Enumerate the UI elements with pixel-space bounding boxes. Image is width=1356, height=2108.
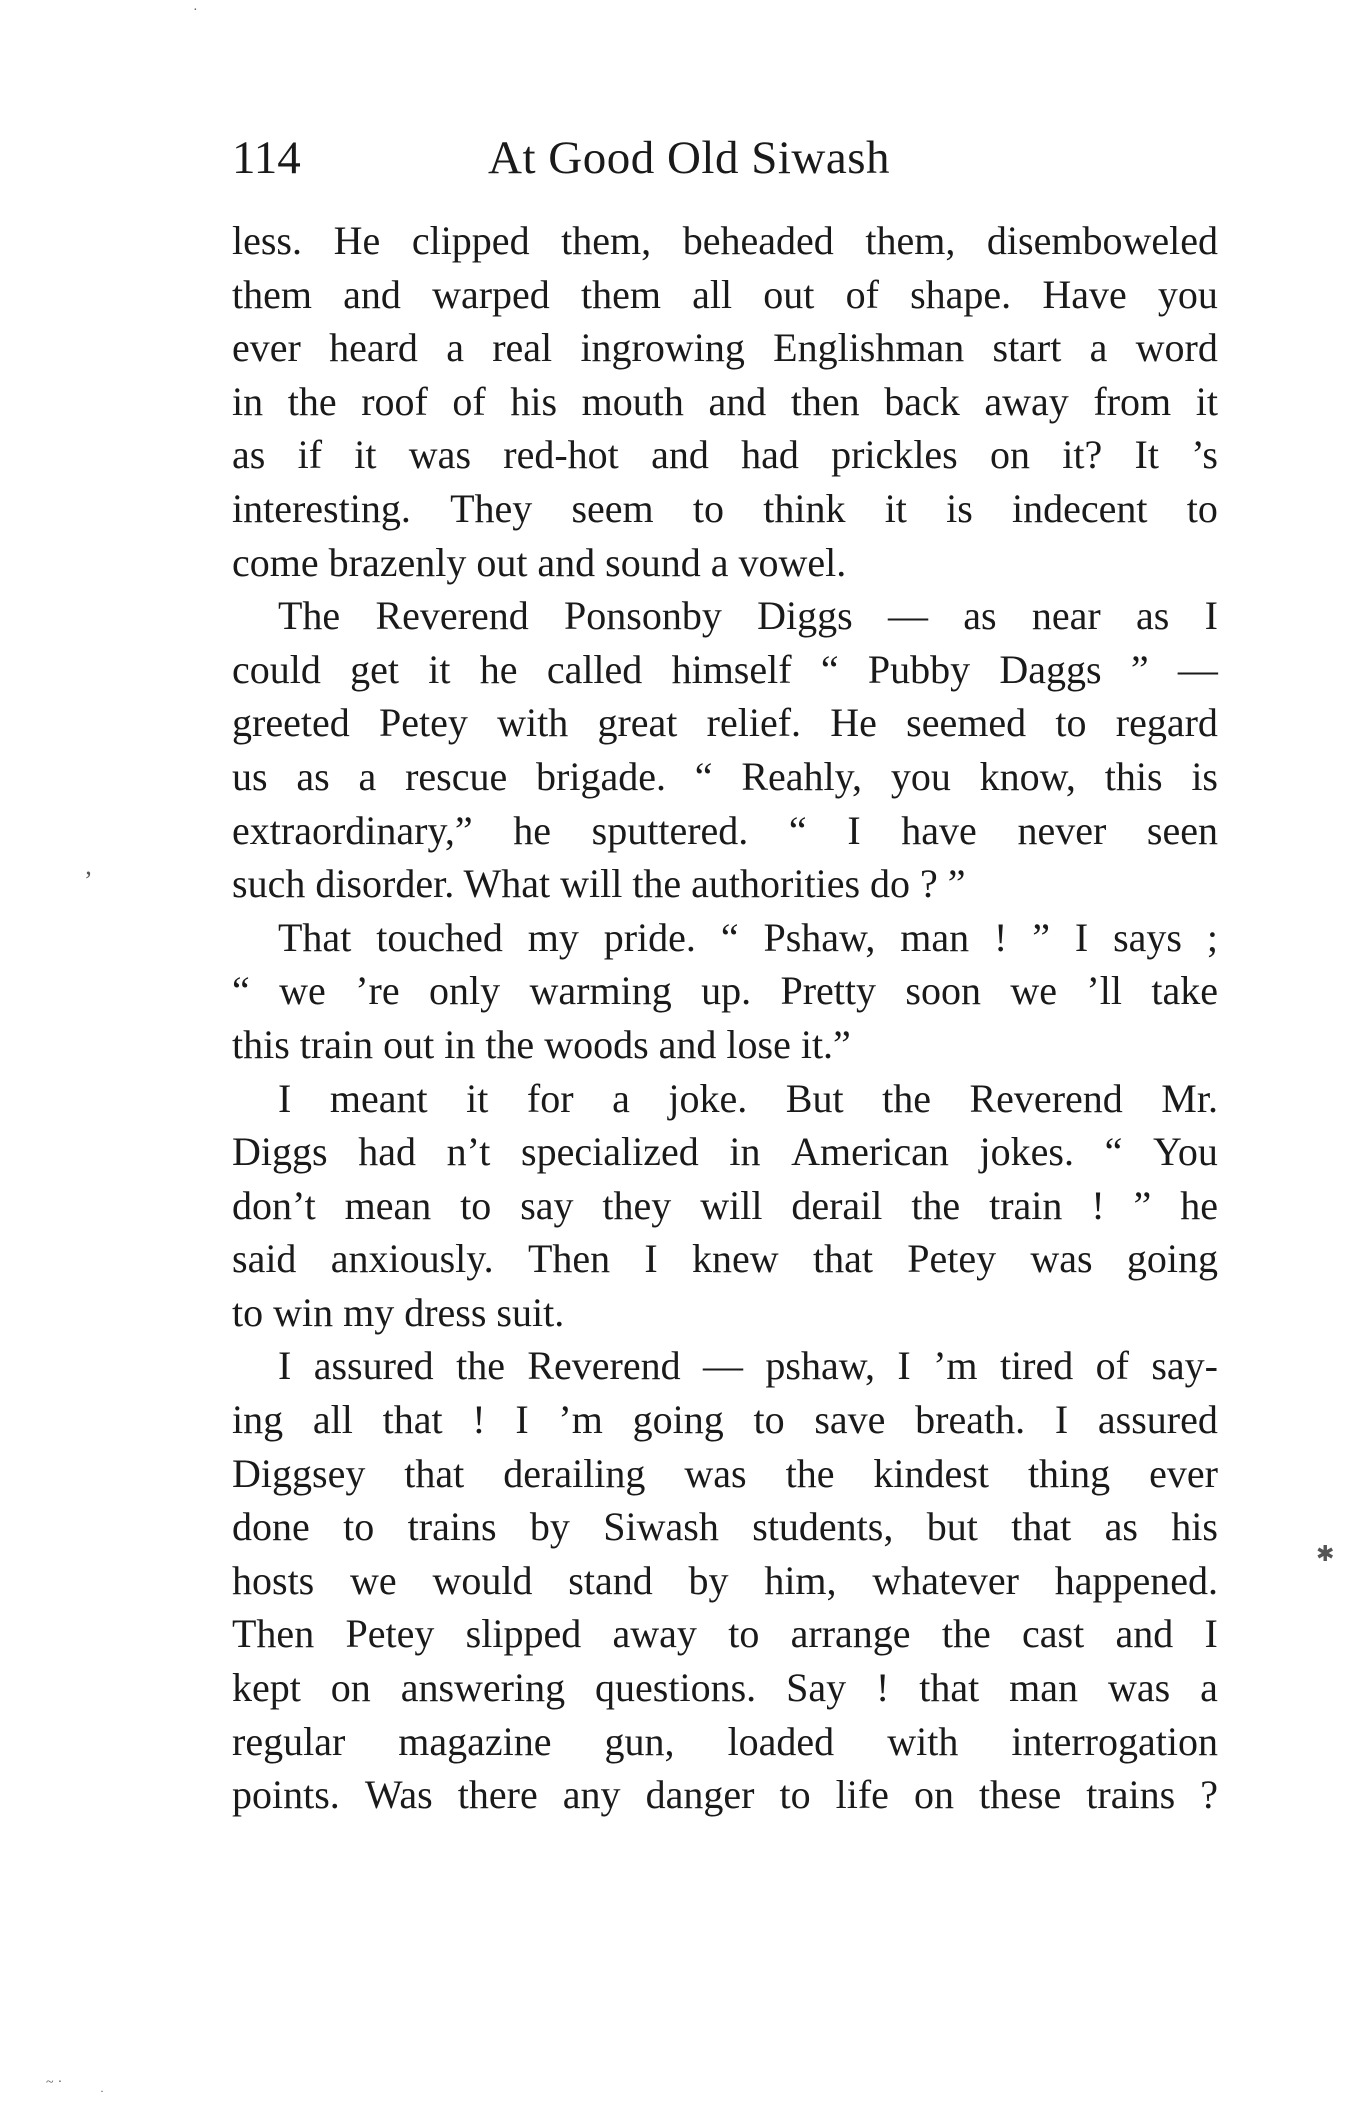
word: word	[1135, 325, 1218, 371]
word: !	[472, 1397, 486, 1443]
word: them	[580, 271, 661, 317]
word: with	[497, 700, 569, 746]
word: if	[297, 432, 323, 478]
text-line	[232, 750, 1218, 804]
text-line	[232, 1232, 1218, 1286]
word: it?	[1062, 432, 1103, 478]
word: They	[450, 485, 533, 531]
word: “	[694, 753, 713, 799]
word: you	[1157, 271, 1218, 317]
word: as	[963, 593, 997, 639]
word: kept	[232, 1665, 301, 1711]
word: in	[729, 1129, 761, 1175]
word: then	[790, 378, 860, 424]
line-text: to win my dress suit.	[232, 1289, 565, 1335]
word: these	[979, 1772, 1062, 1818]
word: was	[1107, 1665, 1171, 1711]
word: greeted	[232, 700, 350, 746]
word: life	[835, 1772, 889, 1818]
word: Englishman	[773, 325, 965, 371]
word: Then	[232, 1611, 315, 1657]
word: American	[791, 1129, 949, 1175]
word: called	[546, 646, 643, 692]
word: back	[884, 378, 960, 424]
word: had	[358, 1129, 416, 1175]
word: them	[232, 271, 312, 317]
word: says	[1113, 914, 1182, 960]
word: ingrowing	[580, 325, 745, 371]
word: !	[1091, 1182, 1105, 1228]
word: “	[232, 968, 250, 1014]
page-number: 114	[232, 132, 301, 184]
line-text: come brazenly out and sound a vowel.	[232, 539, 847, 585]
word: mean	[344, 1182, 432, 1228]
word: to	[1055, 700, 1087, 746]
word: to	[728, 1611, 760, 1657]
word: by	[688, 1557, 729, 1603]
word: never	[1017, 807, 1107, 853]
word: he	[1180, 1182, 1218, 1228]
word: it	[354, 432, 377, 478]
word: on	[330, 1665, 371, 1711]
word: get	[350, 646, 400, 692]
word: there	[457, 1772, 538, 1818]
word: to	[692, 485, 725, 531]
word: slipped	[465, 1611, 582, 1657]
line-text: this train out in the woods and lose it.”	[232, 1021, 851, 1067]
word: him,	[764, 1557, 837, 1603]
word: out	[763, 271, 815, 317]
word: could	[232, 646, 321, 692]
word: a	[358, 753, 377, 799]
word: Have	[1042, 271, 1127, 317]
word: interrogation	[1011, 1718, 1218, 1764]
word: I	[278, 1343, 292, 1389]
word: questions.	[595, 1665, 757, 1711]
text-line	[232, 1339, 1218, 1393]
word: I	[515, 1397, 529, 1443]
word: I	[644, 1236, 658, 1282]
word: it	[1195, 378, 1218, 424]
word: danger	[645, 1772, 755, 1818]
stray-mark-top: ·	[193, 3, 198, 18]
word: Daggs	[999, 646, 1102, 692]
word: said	[232, 1236, 297, 1282]
word: as	[296, 753, 330, 799]
word: his	[510, 378, 558, 424]
word: this	[1104, 753, 1163, 799]
text-line	[232, 1554, 1218, 1608]
word: beheaded	[682, 218, 834, 263]
word: Pretty	[780, 968, 877, 1014]
word: kindest	[873, 1450, 989, 1496]
word: but	[926, 1504, 978, 1550]
word: trains	[407, 1504, 497, 1550]
word: clipped	[411, 218, 530, 263]
text-line	[232, 482, 1218, 536]
word: a	[1089, 325, 1108, 371]
word: you	[890, 753, 951, 799]
word: a	[446, 325, 464, 371]
word: to	[779, 1772, 811, 1818]
word: I	[847, 807, 861, 853]
word: to	[1186, 485, 1218, 531]
word: the	[287, 378, 337, 424]
word: with	[887, 1718, 959, 1764]
word: sputtered.	[591, 807, 749, 853]
word: derailing	[503, 1450, 646, 1496]
word: —	[887, 593, 928, 639]
word: arrange	[790, 1611, 911, 1657]
word: Diggs	[757, 593, 853, 639]
word: the	[785, 1450, 835, 1496]
word: had	[741, 432, 799, 478]
running-head: At Good Old Siwash	[488, 132, 890, 184]
word: heard	[329, 325, 418, 371]
word: Diggsey	[232, 1450, 366, 1496]
body-text	[232, 214, 1218, 1822]
word: we	[350, 1557, 397, 1603]
word: and	[708, 378, 767, 424]
word: that	[812, 1236, 873, 1282]
text-line	[232, 1607, 1218, 1661]
word: start	[992, 325, 1062, 371]
word: say	[520, 1182, 574, 1228]
word: as	[1104, 1504, 1138, 1550]
word: But	[785, 1075, 844, 1121]
word: disemboweled	[986, 218, 1218, 263]
word: by	[529, 1504, 570, 1550]
word: mouth	[581, 378, 684, 424]
text-line	[232, 428, 1218, 482]
word: ever	[232, 325, 301, 371]
word: we	[279, 968, 326, 1014]
word: red-hot	[503, 432, 619, 478]
word: think	[763, 485, 846, 531]
word: warped	[432, 271, 550, 317]
word: Then	[527, 1236, 611, 1282]
text-line	[232, 1072, 1218, 1126]
word: all	[312, 1397, 353, 1443]
word: on	[990, 432, 1031, 478]
stray-mark-right: ✱	[1316, 1541, 1335, 1566]
word: cast	[1022, 1611, 1085, 1657]
word: to	[460, 1182, 492, 1228]
word: knew	[692, 1236, 779, 1282]
word: the	[456, 1343, 505, 1389]
word: is	[946, 485, 973, 531]
word: Reverend	[375, 593, 529, 639]
word: Petey	[378, 700, 468, 746]
page-header	[232, 128, 1220, 188]
word: us	[232, 753, 268, 799]
word: extraordinary,”	[232, 807, 473, 853]
word: thing	[1027, 1450, 1111, 1496]
word: interesting.	[232, 485, 411, 531]
word: and	[1115, 1611, 1174, 1657]
text-line	[232, 1500, 1218, 1554]
word: any	[562, 1772, 621, 1818]
word: relief.	[706, 700, 802, 746]
word: —	[703, 1343, 743, 1389]
word: Say	[786, 1665, 847, 1711]
word: ”	[1130, 646, 1149, 692]
word: derail	[791, 1182, 883, 1228]
word: ’re	[355, 968, 400, 1014]
stray-mark-bottom: ~·	[46, 2075, 67, 2090]
word: is	[1191, 753, 1218, 799]
word: pshaw,	[765, 1343, 875, 1389]
word: man	[1009, 1665, 1079, 1711]
word: Reverend	[969, 1075, 1123, 1121]
word: they	[602, 1182, 672, 1228]
word: was	[408, 432, 472, 478]
word: Petey	[345, 1611, 435, 1657]
word: only	[428, 968, 501, 1014]
word: ’m	[933, 1343, 978, 1389]
word: magazine	[398, 1718, 552, 1764]
word: hosts	[232, 1557, 315, 1603]
word: seen	[1146, 807, 1218, 853]
word: away	[612, 1611, 697, 1657]
word: that	[404, 1450, 465, 1496]
word: shape.	[910, 271, 1012, 317]
word: Petey	[907, 1236, 997, 1282]
word: a	[612, 1075, 630, 1121]
word: happened.	[1054, 1557, 1218, 1603]
word: his	[1171, 1504, 1218, 1550]
word: gun,	[604, 1718, 675, 1764]
word: will	[700, 1182, 763, 1228]
word: going	[1126, 1236, 1218, 1282]
word: the	[882, 1075, 931, 1121]
text-line	[232, 696, 1218, 750]
word: points.	[232, 1772, 340, 1818]
word: assured	[313, 1343, 434, 1389]
word: —	[1177, 646, 1218, 692]
word: and	[651, 432, 709, 478]
word: I	[1204, 593, 1218, 639]
word: of	[452, 378, 486, 424]
word: “	[788, 807, 807, 853]
word: trains	[1086, 1772, 1176, 1818]
word: that	[382, 1397, 443, 1443]
word: and	[343, 271, 401, 317]
word: have	[901, 807, 977, 853]
word: You	[1153, 1129, 1218, 1175]
word: regular	[232, 1718, 346, 1764]
word: was	[684, 1450, 747, 1496]
word: I	[897, 1343, 911, 1389]
word: Was	[364, 1772, 433, 1818]
word: pride.	[603, 914, 696, 960]
word: Mr.	[1161, 1075, 1218, 1121]
word: done	[232, 1504, 310, 1550]
word: we	[1010, 968, 1058, 1014]
word: in	[232, 378, 264, 424]
word: answering	[400, 1665, 566, 1711]
word: loaded	[727, 1718, 835, 1764]
word: ”	[1133, 1182, 1152, 1228]
text-line	[232, 964, 1218, 1018]
word: that	[919, 1665, 980, 1711]
text-line	[232, 1393, 1218, 1447]
word: real	[492, 325, 553, 371]
text-line	[232, 321, 1218, 375]
word: take	[1151, 968, 1218, 1014]
text-line	[232, 214, 1218, 268]
word: joke.	[668, 1075, 748, 1121]
word: don’t	[232, 1182, 316, 1228]
word: know,	[979, 753, 1076, 799]
word: them,	[561, 218, 652, 263]
word: I	[1204, 1611, 1218, 1657]
word: ’ll	[1086, 968, 1122, 1014]
word: man	[900, 914, 970, 960]
word: great	[597, 700, 678, 746]
word: he	[513, 807, 552, 853]
word: it	[466, 1075, 489, 1121]
word: seemed	[906, 700, 1027, 746]
word: to	[343, 1504, 375, 1550]
word: soon	[905, 968, 981, 1014]
word: my	[527, 914, 579, 960]
word: away	[984, 378, 1069, 424]
word: roof	[361, 378, 428, 424]
word: The	[278, 593, 341, 639]
word: of	[1095, 1343, 1129, 1389]
word: that	[1011, 1504, 1072, 1550]
word: warming	[529, 968, 672, 1014]
text-line	[232, 643, 1218, 697]
word: regard	[1115, 700, 1218, 746]
word: “	[1104, 1129, 1123, 1175]
text-line	[232, 804, 1218, 858]
word: rescue	[405, 753, 508, 799]
text-line	[232, 1179, 1218, 1233]
text-line	[232, 536, 1218, 590]
word: n’t	[446, 1129, 491, 1175]
word: ”	[1032, 914, 1050, 960]
word: meant	[329, 1075, 428, 1121]
word: !	[876, 1665, 890, 1711]
word: Reahly,	[741, 753, 863, 799]
word: indecent	[1012, 485, 1148, 531]
word: it	[884, 485, 907, 531]
text-line	[232, 375, 1218, 429]
word: train	[989, 1182, 1063, 1228]
word: up.	[701, 968, 752, 1014]
text-line	[232, 1768, 1218, 1822]
word: ’s	[1191, 432, 1218, 478]
word: He	[830, 700, 877, 746]
word: !	[993, 914, 1008, 960]
word: brigade.	[536, 753, 666, 799]
text-line	[232, 911, 1218, 965]
word: it	[428, 646, 451, 692]
word: specialized	[521, 1129, 699, 1175]
word: prickles	[831, 432, 958, 478]
text-line	[232, 1125, 1218, 1179]
word: as	[1135, 593, 1170, 639]
text-line	[232, 268, 1218, 322]
word: “	[720, 914, 739, 960]
word: from	[1093, 378, 1172, 424]
word: ’m	[558, 1397, 603, 1443]
word: would	[432, 1557, 533, 1603]
word: I	[1054, 1397, 1069, 1443]
word: Reverend	[527, 1343, 681, 1389]
word: Ponsonby	[564, 593, 722, 639]
word: stand	[568, 1557, 653, 1603]
word: less.	[232, 218, 302, 263]
line-text: such disorder. What will the authorities do ? ”	[232, 861, 966, 907]
word: “	[820, 646, 839, 692]
word: say-	[1151, 1343, 1218, 1389]
word: tired	[999, 1343, 1074, 1389]
word: ?	[1200, 1772, 1218, 1818]
word: I	[1074, 914, 1089, 960]
word: breath.	[915, 1397, 1026, 1443]
word: all	[692, 271, 733, 317]
text-line	[232, 857, 1218, 911]
stray-mark-left: ʼ	[84, 866, 93, 895]
word: assured	[1097, 1397, 1218, 1443]
word: them,	[865, 218, 956, 263]
word: as	[232, 432, 266, 478]
word: ing	[232, 1397, 284, 1443]
word: Pshaw,	[763, 914, 876, 960]
word: Siwash	[603, 1504, 719, 1550]
word: He	[333, 218, 381, 263]
word: ever	[1149, 1450, 1218, 1496]
word: That	[278, 914, 352, 960]
text-line	[232, 1661, 1218, 1715]
word: Pubby	[867, 646, 971, 692]
text-line	[232, 589, 1218, 643]
word: whatever	[872, 1557, 1019, 1603]
word: Diggs	[232, 1129, 328, 1175]
word: jokes.	[979, 1129, 1074, 1175]
word: he	[479, 646, 518, 692]
text-line	[232, 1286, 1218, 1340]
word: of	[845, 271, 879, 317]
word: ;	[1206, 914, 1218, 960]
word: save	[814, 1397, 886, 1443]
text-line	[232, 1018, 1218, 1072]
word: touched	[376, 914, 503, 960]
word: himself	[671, 646, 792, 692]
word: to	[753, 1397, 785, 1443]
stray-mark-bottom-dot: ·	[100, 2084, 104, 2098]
word: going	[632, 1397, 724, 1443]
word: I	[278, 1075, 292, 1121]
word: seem	[571, 485, 654, 531]
word: near	[1031, 593, 1101, 639]
word: the	[911, 1182, 961, 1228]
text-line	[232, 1447, 1218, 1501]
text-line	[232, 1715, 1218, 1769]
word: a	[1200, 1665, 1218, 1711]
word: anxiously.	[330, 1236, 494, 1282]
word: the	[941, 1611, 991, 1657]
word: It	[1134, 432, 1159, 478]
word: for	[526, 1075, 574, 1121]
word: on	[913, 1772, 954, 1818]
word: students,	[752, 1504, 894, 1550]
word: was	[1030, 1236, 1093, 1282]
